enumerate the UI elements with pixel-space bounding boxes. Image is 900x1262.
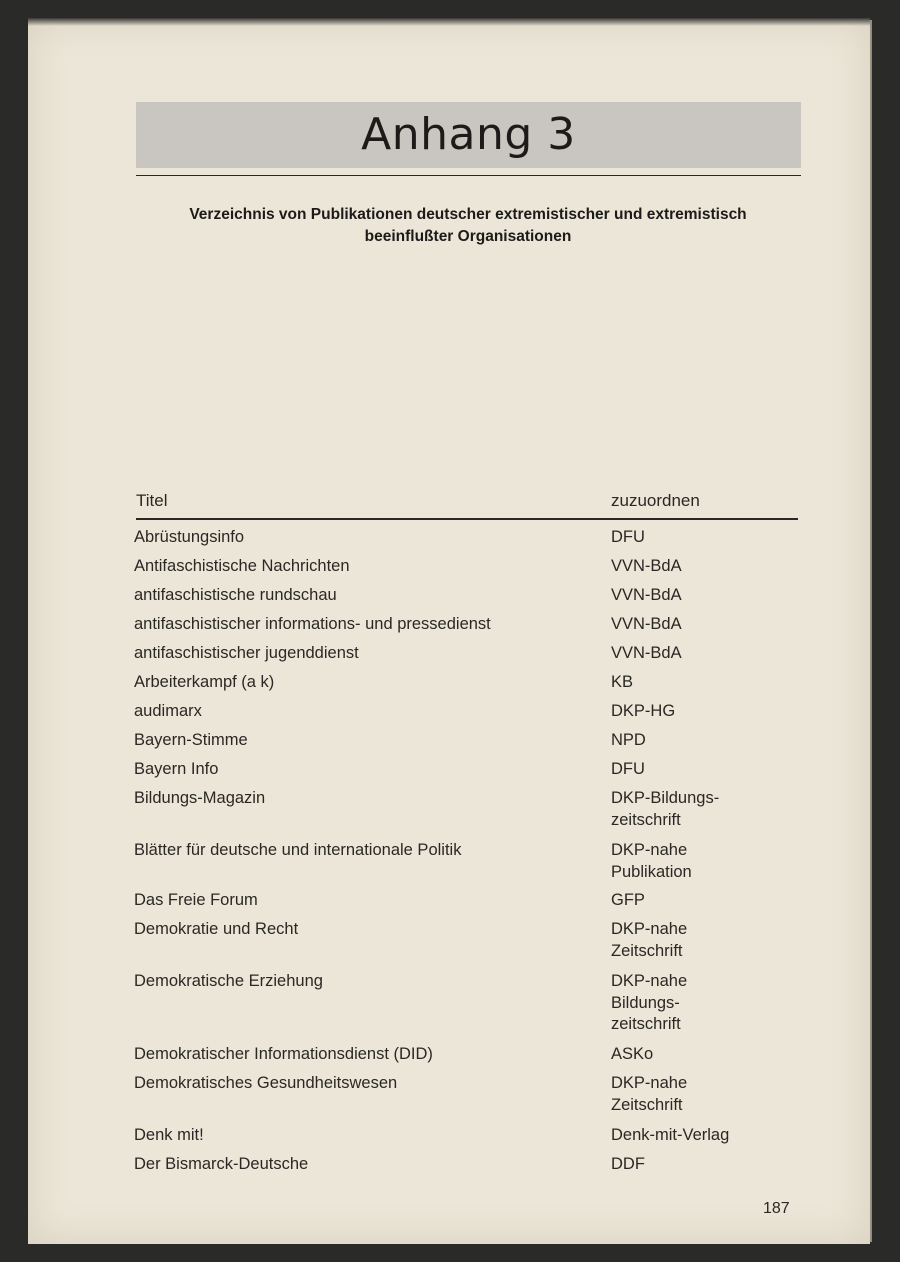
page-number: 187 (763, 1200, 790, 1217)
publication-organization: DFU (611, 760, 645, 778)
publication-organization: DKP-Bildungs- zeitschrift (611, 789, 720, 829)
publication-title: Demokratie und Recht (134, 920, 299, 938)
publication-title: Der Bismarck-Deutsche (134, 1155, 309, 1173)
page-title: Anhang 3 (361, 109, 576, 160)
publication-title: Bayern-Stimme (134, 731, 248, 749)
publication-title: Demokratisches Gesundheitswesen (134, 1074, 398, 1092)
publication-title: Arbeiterkampf (a k) (134, 673, 275, 691)
publication-organization: NPD (611, 731, 646, 749)
publication-organization: DFU (611, 528, 645, 546)
publication-organization: DKP-nahe Publikation (611, 841, 692, 881)
publication-title: Bayern Info (134, 760, 219, 778)
publication-organization: VVN-BdA (611, 644, 682, 662)
publication-title: audimarx (134, 702, 202, 720)
publication-title: Denk mit! (134, 1126, 204, 1144)
publication-title: Abrüstungsinfo (134, 528, 245, 546)
column-header-assign: zuzuordnen (611, 491, 700, 510)
subtitle-line: Verzeichnis von Publikationen deutscher extremistischer und extremistisch (189, 206, 747, 223)
publication-title: Demokratische Erziehung (134, 972, 323, 990)
publication-organization: GFP (611, 891, 645, 909)
publication-organization: DKP-HG (611, 702, 676, 720)
subtitle-line: beeinflußter Organisationen (364, 228, 572, 245)
publication-title: antifaschistische rundschau (134, 586, 337, 604)
page-subtitle (128, 204, 808, 248)
publication-organization: Denk-mit-Verlag (611, 1126, 730, 1144)
publication-organization: DKP-nahe Zeitschrift (611, 920, 688, 960)
publication-organization: VVN-BdA (611, 557, 682, 575)
publication-title: Blätter für deutsche und internationale Politik (134, 841, 462, 859)
title-rule (136, 175, 801, 176)
publication-organization: ASKo (611, 1045, 654, 1063)
column-header-title: Titel (136, 491, 168, 510)
scan-shadow (28, 18, 870, 26)
publication-organization: DKP-nahe Bildungs- zeitschrift (611, 972, 688, 1033)
publication-organization: VVN-BdA (611, 586, 682, 604)
publication-title: antifaschistischer jugenddienst (134, 644, 359, 662)
document-page (28, 18, 870, 1244)
publication-title: Demokratischer Informationsdienst (DID) (134, 1045, 433, 1063)
publication-organization: DDF (611, 1155, 645, 1173)
publication-title: Bildungs-Magazin (134, 789, 266, 807)
publication-title: Das Freie Forum (134, 891, 258, 909)
publication-title: antifaschistischer informations- und pressedienst (134, 615, 491, 633)
header-rule (136, 518, 798, 520)
publication-organization: DKP-nahe Zeitschrift (611, 1074, 688, 1114)
publication-organization: KB (611, 673, 634, 691)
publication-organization: VVN-BdA (611, 615, 682, 633)
publication-title: Antifaschistische Nachrichten (134, 557, 350, 575)
